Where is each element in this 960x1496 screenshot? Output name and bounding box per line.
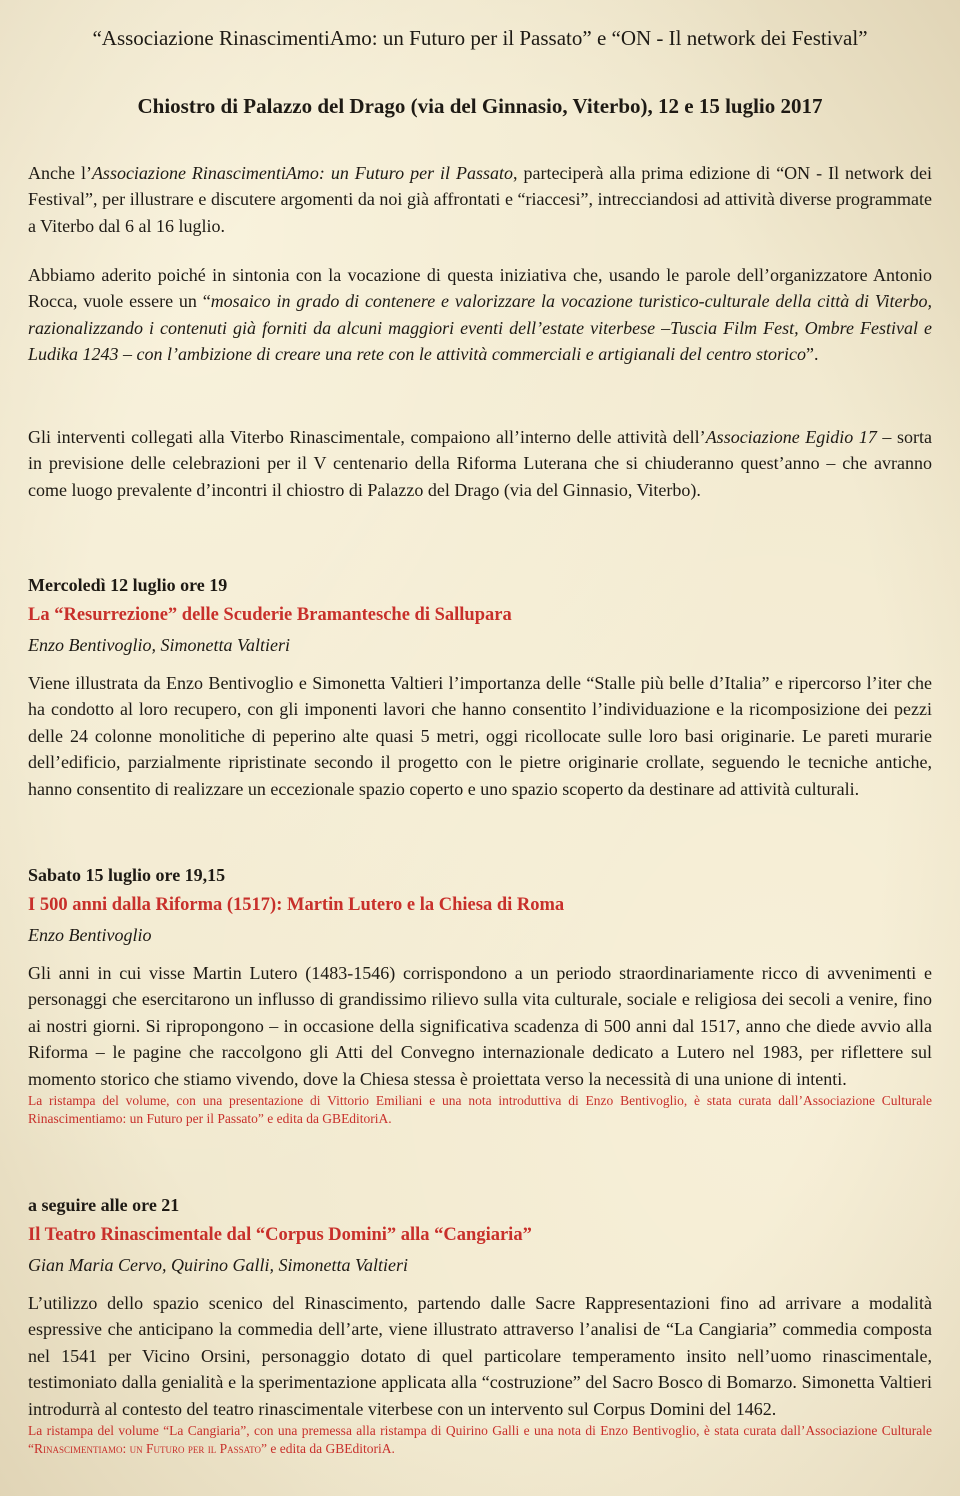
event-2 [28,860,932,1128]
event-note: La ristampa del volume, con una presentazione di Vittorio Emiliani e una nota introduttiva di Enzo Bentivoglio, è stata curata dall’Associazione Culturale Rinascimentiamo: un Futuro per il Passato” e edita da GBEditoriA. [28,1093,932,1127]
intro-text: Anche l’ [28,163,92,183]
note-association-name: Rinascimentiamo: un Futuro per il Passato [34,1441,261,1457]
intro-text: Abbiamo aderito poiché in sintonia con la vocazione di questa iniziativa che, usando le parole dell’organizzatore Antonio Rocca, vuole essere un “ [28,265,932,312]
event-description: L’utilizzo dello spazio scenico del Rinascimento, partendo dalle Sacre Rappresentazioni fino ad arrivare a modalità espressive che anticipano la commedia dell’arte, viene illustrato attraverso l’analisi de “La Cangiaria” commedia composta nel 1541 per Vicino Orsini, personaggio dotato di quel particolare temperamento insito nell’uomo rinascimentale, testimoniato dalla genialità e la sperimentazione applicata alla “costruzione” del Sacro Bosco di Bomarzo. Simonetta Valtieri introdurrà al contesto del teatro rinascimentale viterbese con un intervento sul Corpus Domini del 1462. [28,1293,932,1419]
intro-text: – sorta in previsione delle celebrazioni per il V centenario della Riforma Luterana che si chiuderanno quest’anno – che avranno come luogo prevalente d’incontri il chiostro di Palazzo del Drago (via del Ginnasio, Viterbo). [28,427,932,500]
event-speakers: Enzo Bentivoglio [28,925,152,945]
intro-quote: mosaico in grado di contenere e valorizzare la vocazione turistico-culturale della città di Viterbo, razionalizzando i contenuti già forniti da alcuni maggiori eventi dell’estate viterbese –Tuscia Film Fest, Ombre Festival e Ludika 1243 – con l’ambizione di creare una rete con le attività commerciali e artigianali del centro storico [28,291,932,365]
event-title: Il Teatro Rinascimentale dal “Corpus Domini” alla “Cangiaria” [28,1225,532,1245]
event-3 [28,1190,932,1458]
header-associations: “Associazione RinascimentiAmo: un Futuro per il Passato” e “ON - Il network dei Festival” [92,26,868,50]
event-speakers: Gian Maria Cervo, Quirino Galli, Simonetta Valtieri [28,1255,408,1275]
event-date: Mercoledì 12 luglio ore 19 [28,575,228,595]
intro-text: ”. [806,344,819,365]
event-description: Viene illustrata da Enzo Bentivoglio e Simonetta Valtieri l’importanza delle “Stalle più belle d’Italia” e ripercorso l’iter che ha condotto al loro recupero, con gli imponenti lavori che hanno consentito l’individuazione e la ricomposizione dei pezzi delle 24 colonne monolitiche di peperino alte quasi 5 metri, oggi ricollocate sulle loro basi originarie. Le pareti murarie dell’edificio, parzialmente ripristinate secondo il progetto con le pietre originarie crollate, seguendo le tecniche antiche, hanno consentito di realizzare un eccezionale spazio coperto e uno spazio scoperto da destinare ad attività culturali. [28,673,932,799]
event-description: Gli anni in cui visse Martin Lutero (1483-1546) corrispondono a un periodo straordinariamente ricco di avvenimenti e personaggi che esercitarono un influsso di grandissimo rilievo sulla vita culturale, sociale e religiosa dei secoli a venire, fino ai nostri giorni. Si ripropongono – in occasione della significativa scadenza di 500 anni dal 1517, anno che diede avvio alla Riforma – le pagine che raccolgono gli Atti del Convegno internazionale dedicato a Lutero nel 1983, per riflettere sul momento storico che stiamo vivendo, dove la Chiesa stessa è proiettata verso la necessità di una unione di intenti. [28,963,932,1089]
intro-paragraph-1 [28,160,932,239]
event-note [28,1422,932,1458]
event-date: Sabato 15 luglio ore 19,15 [28,865,226,885]
intro-association-name: Associazione RinascimentiAmo: un Futuro per il Passato [91,163,514,183]
note-text: ” e edita da GBEditoriA. [261,1441,395,1457]
event-speakers: Enzo Bentivoglio, Simonetta Valtieri [28,635,290,655]
intro-paragraph-2 [28,262,932,368]
intro-text: , parteciperà alla prima edizione di “ON - Il network dei Festival”, per illustrare e discutere argomenti da noi già affrontati e “riaccesi”, intrecciandosi ad attività diverse programmate a Viterbo dal 6 al 16 luglio. [28,163,932,236]
intro-text: Gli interventi collegati alla Viterbo Rinascimentale, compaiono all’interno delle attività dell’ [28,427,706,447]
intro-association-name: Associazione Egidio 17 [705,427,877,447]
event-1 [28,570,932,802]
intro-paragraph-3 [28,424,932,503]
event-date: a seguire alle ore 21 [28,1195,180,1215]
page-title: Chiostro di Palazzo del Drago (via del Ginnasio, Viterbo), 12 e 15 luglio 2017 [137,94,823,118]
event-title: I 500 anni dalla Riforma (1517): Martin Lutero e la Chiesa di Roma [28,895,565,915]
note-text: La ristampa del volume “La Cangiaria”, con una premessa alla ristampa di Quirino Galli e una nota di Enzo Bentivoglio, è stata curata dall’Associazione Culturale “ [28,1423,932,1457]
event-title: La “Resurrezione” delle Scuderie Bramantesche di Sallupara [28,605,512,625]
